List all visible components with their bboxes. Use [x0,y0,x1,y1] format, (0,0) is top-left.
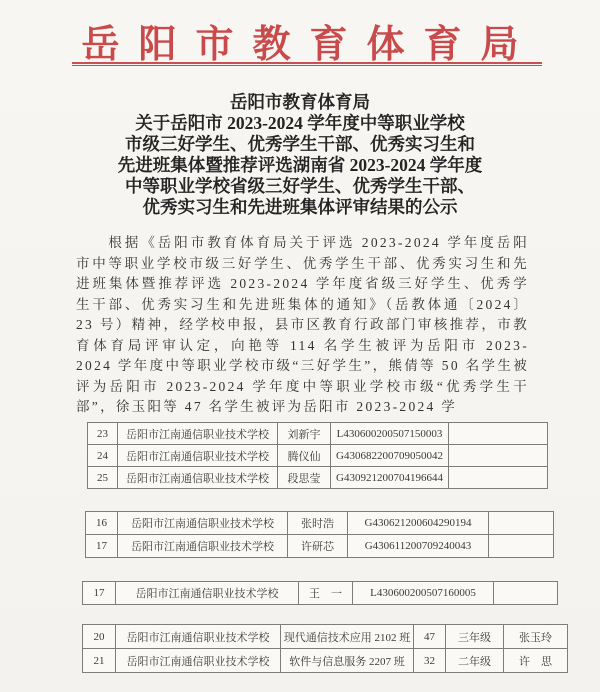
table-cell: 王 一 [299,582,353,605]
table-cell: 腾仪仙 [278,445,331,467]
table-cell: G430621200604290194 [348,512,489,535]
table-cell: 现代通信技术应用 2102 班 [281,625,414,649]
table-cell: 21 [83,649,116,673]
document-title-line: 优秀实习生和先进班集体评审结果的公示 [142,197,458,217]
table-sanhao-students [87,422,548,489]
table-cell [489,535,554,558]
table-cell [494,582,558,605]
table-row [88,423,548,445]
table-cell: 三年级 [446,625,504,649]
table-row [83,582,558,605]
table-cell: 张玉玲 [504,625,568,649]
table-cell: G430611200709240043 [348,535,489,558]
table-cell [449,445,548,467]
table-row [83,649,568,673]
table-cell: 张时浩 [288,512,348,535]
table-cell: L430600200507160005 [353,582,494,605]
document-title-line: 中等职业学校省级三好学生、优秀学生干部、 [125,176,475,196]
table-cell: 20 [83,625,116,649]
table-cell: G430921200704196644 [331,467,449,489]
table-shixisheng [82,581,558,605]
table-cell: G430682200709050042 [331,445,449,467]
table-cell: 32 [414,649,446,673]
table-row [88,445,548,467]
table-cell: 岳阳市江南通信职业技术学校 [116,582,299,605]
table-cell: 岳阳市江南通信职业技术学校 [118,445,278,467]
table-row [86,512,554,535]
table-cell: 岳阳市江南通信职业技术学校 [118,467,278,489]
document-title-line: 先进班集体暨推荐评选湖南省 2023-2024 学年度 [117,155,483,175]
table-row [88,467,548,489]
table-cell: 47 [414,625,446,649]
table-cell: 岳阳市江南通信职业技术学校 [118,512,288,535]
table-cell: 17 [86,535,118,558]
document-title-line: 岳阳市教育体育局 [230,92,370,112]
table-cell: 17 [83,582,116,605]
table-cell: 24 [88,445,118,467]
table-cell: 许研芯 [288,535,348,558]
letterhead-double-rule [72,62,542,66]
table-cell [449,467,548,489]
table-cell: 岳阳市江南通信职业技术学校 [118,535,288,558]
table-cell: 岳阳市江南通信职业技术学校 [116,625,281,649]
table-cell: 23 [88,423,118,445]
table-cell: L430600200507150003 [331,423,449,445]
table-cell: 刘新宇 [278,423,331,445]
document-title-line: 关于岳阳市 2023-2024 学年度中等职业学校 [135,113,465,133]
body-paragraph: 根据《岳阳市教育体育局关于评选 2023-2024 学年度岳阳市中等职业学校市级三好学生、优秀学生干部、优秀实习生和先进班集体暨推荐评选 2023-2024 学年度省级三好学生、优秀学生干部、优秀实习生和先进班集体的通知》（岳教体通〔2024〕23 号）精神，经学校申报，县市区教育行政部门审核推荐，市教育体育局评审认定，向艳等 114 名学生被评为岳阳市 2023-2024 学年度中等职业学校市级“三好学生”，熊倩等 50 名学生被评为岳阳市 2023-2024 学年度中等职业学校市级“优秀学生干部”，徐玉阳等 47 名学生被评为岳阳市 2023-2024 学 [76,235,529,414]
document-title-line: 市级三好学生、优秀学生干部、优秀实习生和 [125,134,475,154]
table-cell: 许 思 [504,649,568,673]
table-cell: 二年级 [446,649,504,673]
table-cell [489,512,554,535]
table-cell [449,423,548,445]
document-title [40,92,560,218]
letterhead-title: 岳阳市教育体育局 [81,24,538,66]
table-cell: 16 [86,512,118,535]
table-cell: 岳阳市江南通信职业技术学校 [118,423,278,445]
table-row [83,625,568,649]
table-cell: 软件与信息服务 2207 班 [281,649,414,673]
table-youxiu-ganbu [85,511,554,558]
table-cell: 岳阳市江南通信职业技术学校 [116,649,281,673]
table-row [86,535,554,558]
table-cell: 段思莹 [278,467,331,489]
table-cell: 25 [88,467,118,489]
table-banjiti [82,624,568,673]
